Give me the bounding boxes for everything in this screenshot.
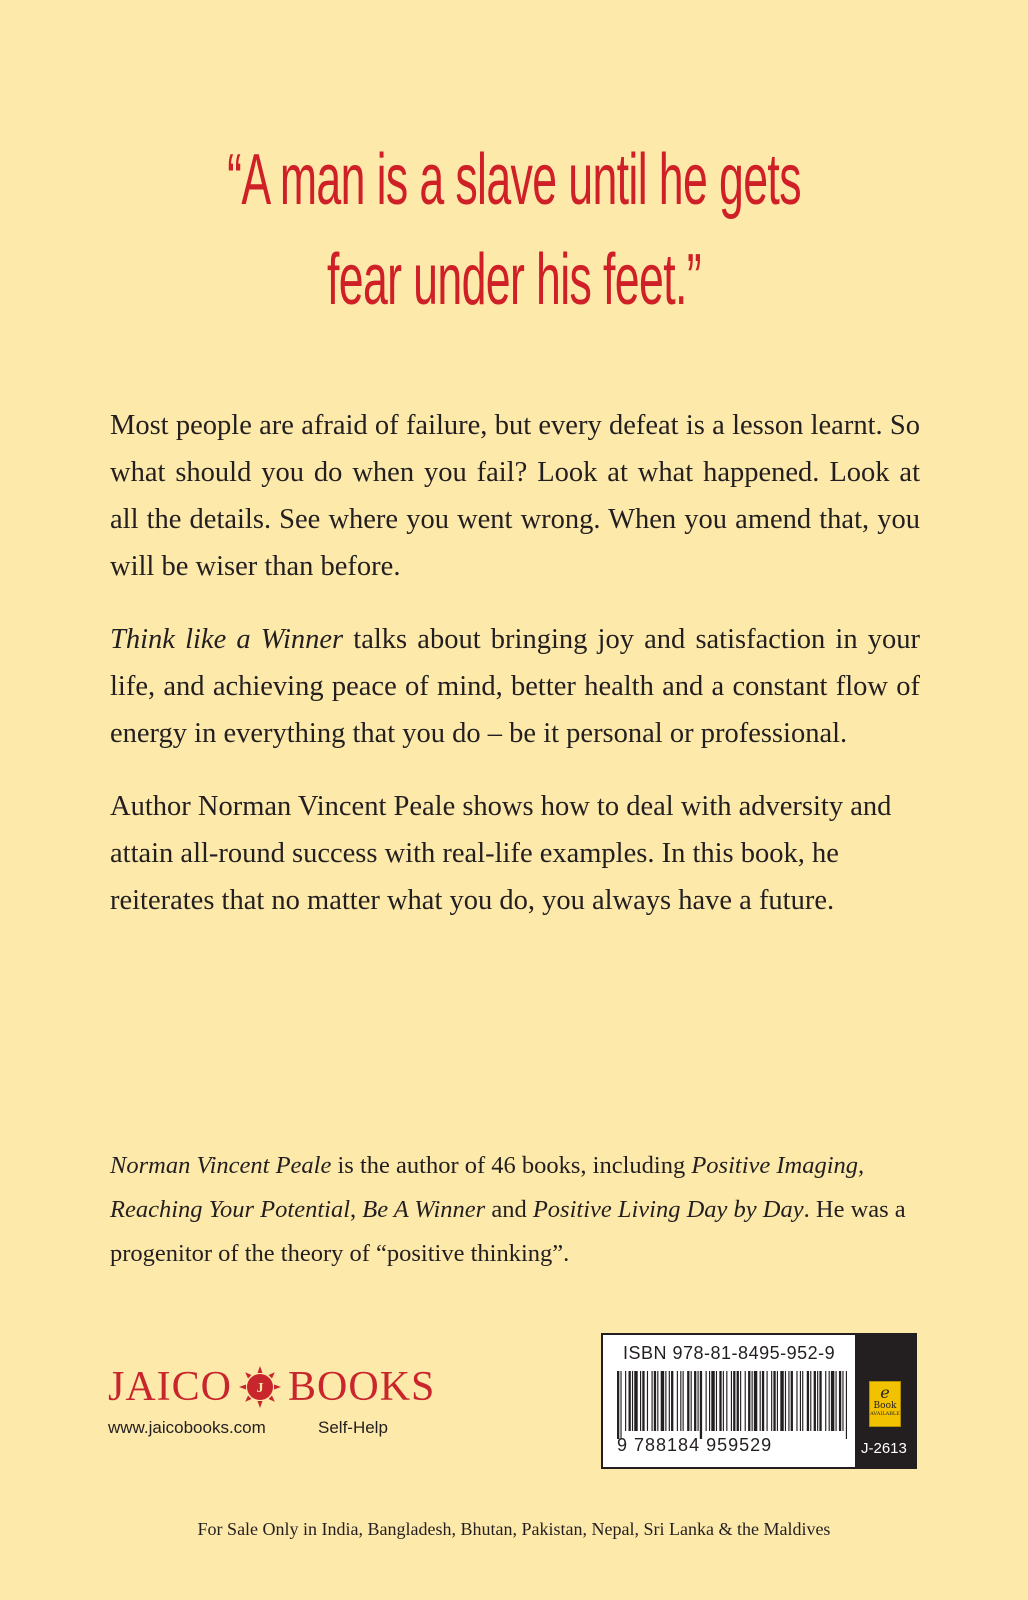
barcode-stripe — [691, 1371, 692, 1431]
barcode-stripe — [817, 1371, 818, 1431]
barcode-stripe — [632, 1371, 633, 1431]
barcode-stripe — [839, 1371, 841, 1431]
barcode-stripe — [698, 1371, 699, 1431]
publisher-url[interactable]: www.jaicobooks.com — [108, 1418, 266, 1437]
barcode-stripe — [625, 1371, 626, 1431]
barcode-stripe — [802, 1371, 803, 1431]
publisher-name-right: BOOKS — [288, 1364, 436, 1410]
barcode-stripe — [640, 1371, 641, 1431]
catalog-code: J-2613 — [861, 1440, 907, 1457]
barcode-stripe — [831, 1371, 834, 1431]
barcode-panel — [601, 1333, 917, 1469]
barcode-stripe — [748, 1371, 750, 1431]
barcode-stripe — [709, 1371, 710, 1431]
book-category: Self-Help — [318, 1418, 388, 1437]
barcode-stripe — [796, 1371, 797, 1431]
barcode-stripe — [846, 1371, 847, 1439]
barcode-stripe — [731, 1371, 732, 1431]
isbn-label: ISBN 978-81-8495-952-9 — [623, 1343, 836, 1363]
svg-text:J: J — [256, 1381, 264, 1396]
barcode-stripe — [788, 1371, 789, 1431]
barcode-stripe — [665, 1371, 666, 1431]
barcode-stripe — [706, 1371, 707, 1431]
barcode-stripe — [754, 1371, 757, 1431]
barcode-stripe — [791, 1371, 793, 1431]
barcode-image — [617, 1371, 849, 1439]
barcode-stripe — [773, 1371, 775, 1431]
barcode-stripe — [657, 1371, 658, 1431]
barcode-stripe — [814, 1371, 816, 1431]
barcode-stripe — [810, 1371, 811, 1431]
ebook-panel — [855, 1335, 915, 1467]
book-title: Think like a Winner — [110, 624, 344, 655]
barcode-stripe — [740, 1371, 741, 1431]
barcode-stripe — [629, 1371, 631, 1431]
barcode-stripe — [767, 1371, 768, 1431]
barcode-stripe — [733, 1371, 735, 1431]
description-paragraph-3: Author Norman Vincent Peale shows how to deal with adversity and attain all-round success with real-life examples. In this book, he reiterates that no matter what you do, you always have a future. — [110, 791, 892, 916]
barcode-stripe — [836, 1371, 837, 1431]
barcode-stripe — [785, 1371, 786, 1431]
barcode-stripe — [829, 1371, 830, 1431]
barcode-stripe — [634, 1371, 637, 1431]
publisher-name-left: JAICO — [108, 1364, 233, 1410]
publisher-block — [108, 1362, 435, 1438]
book-description — [110, 402, 920, 950]
barcode-stripe — [800, 1371, 801, 1431]
pull-quote — [195, 130, 832, 330]
barcode-stripe — [716, 1371, 717, 1431]
barcode-stripe — [700, 1371, 702, 1439]
barcode-stripe — [752, 1371, 753, 1431]
pull-quote-line-1: “A man is a slave until he gets — [227, 140, 801, 220]
barcode-stripe — [642, 1371, 644, 1431]
description-paragraph-2: Think like a Winner talks about bringing joy and satisfaction in your life, and achieving peace of mind, better health and a constant flow of energy in everything that you do – be it personal or professional. — [110, 624, 920, 749]
barcode-stripe — [652, 1371, 653, 1431]
barcode-stripe — [726, 1371, 727, 1431]
barcode-stripe — [719, 1371, 721, 1431]
author-name: Norman Vincent Peale — [110, 1152, 332, 1179]
sun-emblem-icon — [238, 1365, 282, 1409]
barcode-stripe — [723, 1371, 724, 1431]
publisher-logo — [108, 1362, 435, 1412]
barcode-stripe — [771, 1371, 772, 1431]
barcode-stripe — [762, 1371, 764, 1431]
barcode-stripe — [711, 1371, 714, 1431]
barcode-stripe — [842, 1371, 843, 1431]
barcode-stripe — [669, 1371, 670, 1431]
description-paragraph-1: Most people are afraid of failure, but every defeat is a lesson learnt. So what should you do when you fail? Look at what happened. Look at all the details. See where you went wrong. When you amend that, you will be wiser than before. — [110, 410, 920, 582]
barcode-stripe — [694, 1371, 696, 1431]
barcode-stripe — [687, 1371, 689, 1431]
barcode-stripe — [819, 1371, 821, 1431]
barcode-stripe — [661, 1371, 664, 1431]
barcode-stripe — [807, 1371, 809, 1431]
barcode-digits: 9 788184 959529 — [617, 1435, 773, 1455]
barcode-stripe — [677, 1371, 678, 1431]
barcode-stripe — [683, 1371, 684, 1431]
barcode-stripe — [737, 1371, 739, 1431]
pull-quote-line-2: fear under his feet.” — [326, 240, 702, 320]
barcode-stripe — [647, 1371, 648, 1431]
barcode-stripe — [780, 1371, 783, 1431]
barcode-stripe — [760, 1371, 761, 1431]
barcode-stripe — [777, 1371, 778, 1431]
barcode-stripe — [680, 1371, 681, 1431]
barcode-stripe — [617, 1371, 619, 1439]
barcode-stripe — [654, 1371, 656, 1431]
author-bio: Norman Vincent Peale is the author of 46 books, including Positive Imaging, Reaching Your Potential, Be A Winner and Positive Living Day by Day. He was a progenitor of the theory of “positive thinking”. — [110, 1152, 906, 1267]
barcode-stripe — [825, 1371, 826, 1431]
sale-territory-notice: For Sale Only in India, Bangladesh, Bhutan, Pakistan, Nepal, Sri Lanka & the Maldives — [197, 1519, 831, 1539]
barcode-stripe — [745, 1371, 746, 1431]
barcode-stripe — [671, 1371, 673, 1431]
barcode-stripe — [620, 1371, 621, 1439]
ebook-available-icon: e Book AVAILABLE — [869, 1381, 901, 1427]
